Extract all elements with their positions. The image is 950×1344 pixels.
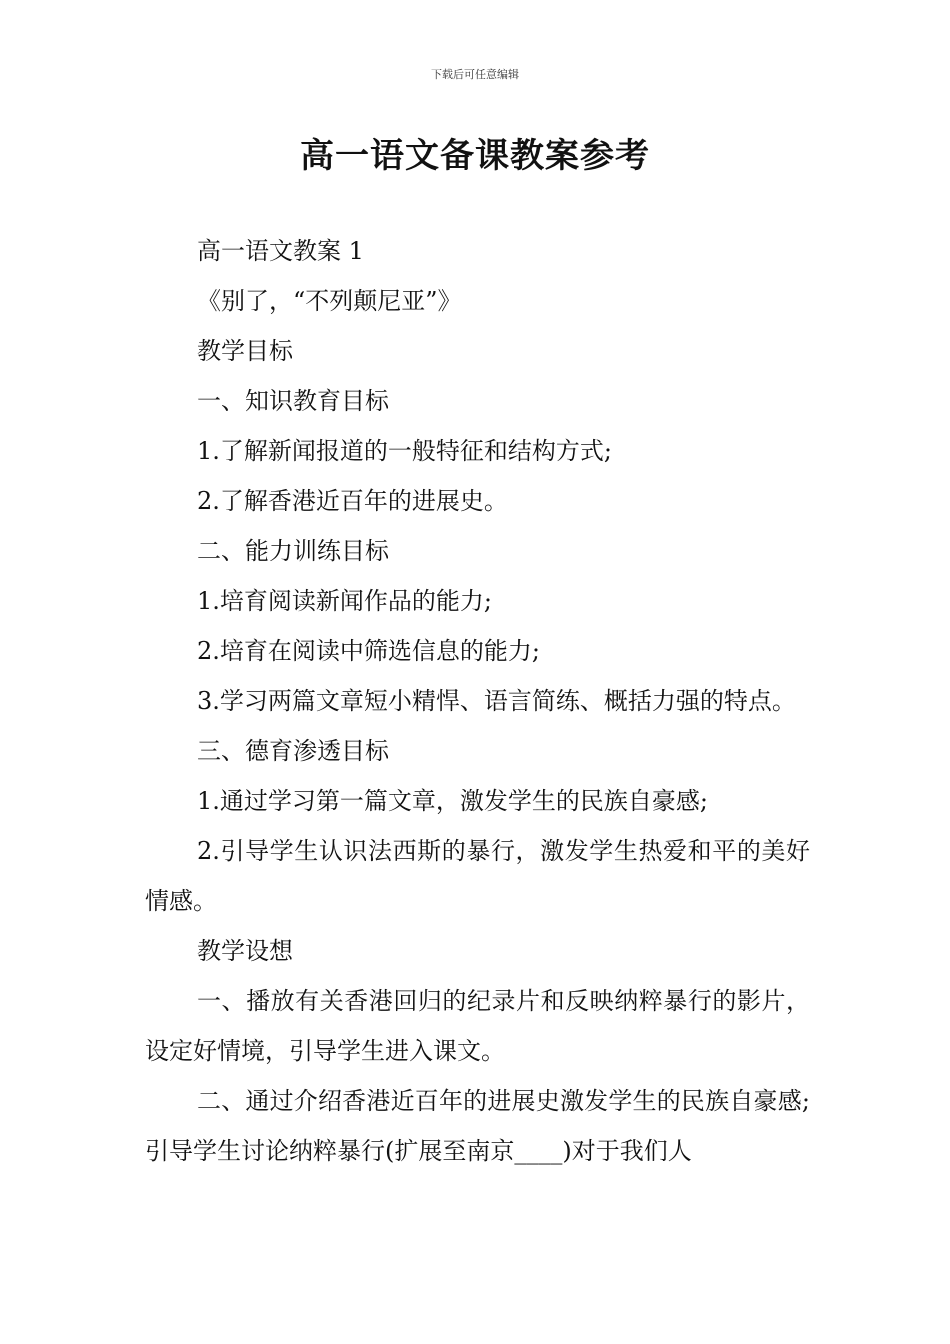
document-title: 高一语文备课教案参考 bbox=[300, 136, 650, 176]
paragraph: 二、通过介绍香港近百年的进展史激发学生的民族自豪感;引导学生讨论纳粹暴行(扩展至南京____)对于我们人 bbox=[145, 1087, 810, 1165]
paragraph: 教学目标 bbox=[197, 337, 293, 365]
paragraph: 《别了，“不列颠尼亚”》 bbox=[197, 287, 462, 315]
paragraph: 1.培育阅读新闻作品的能力; bbox=[197, 587, 492, 615]
paragraph: 二、能力训练目标 bbox=[197, 537, 389, 565]
paragraph: 一、知识教育目标 bbox=[197, 387, 389, 415]
header-note: 下载后可任意编辑 bbox=[431, 68, 519, 81]
paragraph: 三、德育渗透目标 bbox=[197, 737, 389, 765]
paragraph: 2.培育在阅读中筛选信息的能力; bbox=[197, 637, 540, 665]
paragraph: 2.了解香港近百年的进展史。 bbox=[197, 487, 508, 515]
document-body bbox=[145, 226, 810, 1176]
paragraph: 教学设想 bbox=[197, 937, 293, 965]
paragraph: 3.学习两篇文章短小精悍、语言简练、概括力强的特点。 bbox=[197, 687, 796, 715]
paragraph: 1.了解新闻报道的一般特征和结构方式; bbox=[197, 437, 612, 465]
paragraph: 高一语文教案 1 bbox=[197, 237, 364, 265]
paragraph: 2.引导学生认识法西斯的暴行，激发学生热爱和平的美好情感。 bbox=[145, 837, 810, 915]
paragraph: 一、播放有关香港回归的纪录片和反映纳粹暴行的影片，设定好情境，引导学生进入课文。 bbox=[145, 987, 810, 1065]
paragraph: 1.通过学习第一篇文章，激发学生的民族自豪感; bbox=[197, 787, 708, 815]
